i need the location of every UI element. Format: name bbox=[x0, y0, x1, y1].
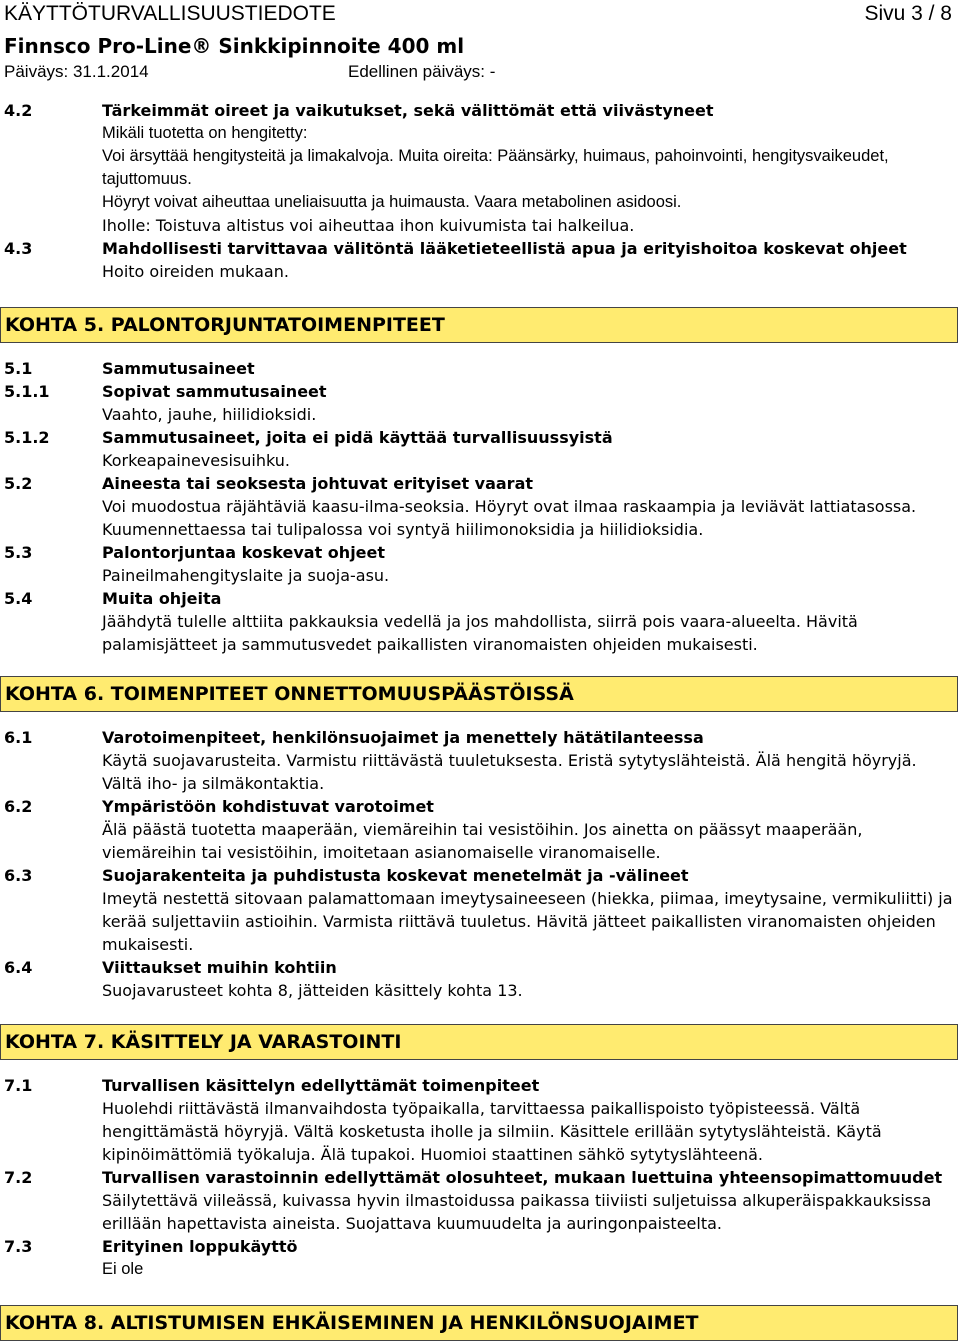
subsection-number: 7.3 bbox=[4, 1237, 33, 1256]
subsection-number: 6.1 bbox=[4, 728, 33, 747]
paragraph: Vaahto, jauhe, hiilidioksidi. bbox=[102, 405, 317, 424]
subsection-number: 5.4 bbox=[4, 589, 33, 608]
subsection-title: Sammutusaineet, joita ei pidä käyttää turvallisuussyistä bbox=[102, 428, 613, 447]
product-name: Finnsco Pro-Line® Sinkkipinnoite 400 ml bbox=[4, 34, 465, 58]
subsection-title: Muita ohjeita bbox=[102, 589, 222, 608]
paragraph: Paineilmahengityslaite ja suoja-asu. bbox=[102, 566, 390, 585]
subsection-title: Varotoimenpiteet, henkilönsuojaimet ja menettely hätätilanteessa bbox=[102, 728, 704, 747]
paragraph: Imeytä nestettä sitovaan palamattomaan imeytysaineeseen (hiekka, piimaa, imeytysaine, vermikuliitti) ja kerää suljettaviin astioihin. Varmista riittävä tuuletus. Hävitä jätteet paikallisten viranomaisten ohjeiden mukaisesti. bbox=[102, 889, 953, 954]
subsection-number: 6.3 bbox=[4, 866, 33, 885]
paragraph: Voi muodostua räjähtäviä kaasu-ilma-seoksia. Höyryt ovat ilmaa raskaampia ja leviävät lattiatasossa. bbox=[102, 497, 917, 516]
subsection-title: Suojarakenteita ja puhdistusta koskevat menetelmät ja -välineet bbox=[102, 866, 689, 885]
subsection-number: 4.2 bbox=[4, 101, 33, 120]
subsection-5-1-2 bbox=[4, 426, 958, 472]
subsection-number: 7.1 bbox=[4, 1076, 33, 1095]
subsection-title: Mahdollisesti tarvittavaa välitöntä lääketieteellistä apua ja erityishoitoa koskevat ohjeet bbox=[102, 239, 907, 258]
paragraph: Säilytettävä viileässä, kuivassa hyvin ilmastoidussa paikassa tiiviisti suljetuissa alkuperäispakkauksissa erillään hapettavista aineista. Suojattava kuumuudelta ja auringonpaisteelta. bbox=[102, 1191, 932, 1233]
subsection-7-3 bbox=[4, 1235, 958, 1281]
subsection-4-3 bbox=[4, 237, 958, 283]
subsection-6-1 bbox=[4, 726, 958, 795]
paragraph: Voi ärsyttää hengitysteitä ja limakalvoja. Muita oireita: Päänsärky, huimaus, pahoinvointi, hengitysvaikeudet, tajuttomuus. bbox=[102, 147, 889, 188]
paragraph: Hoito oireiden mukaan. bbox=[102, 262, 289, 281]
subsection-title: Ympäristöön kohdistuvat varotoimet bbox=[102, 797, 434, 816]
paragraph: Huolehdi riittävästä ilmanvaihdosta työpaikalla, tarvittaessa paikallispoisto työpisteessä. Vältä hengittämästä höyryjä. Vältä kosketusta iholle ja silmiin. Käsittele erillään sytytyslähteistä. Käytä kipinöimättömiä työkaluja. Älä tupakoi. Huomioi staattinen sähkö sytytyslähteenä. bbox=[102, 1099, 882, 1164]
subsection-number: 5.1.2 bbox=[4, 428, 50, 447]
subsection-title: Sammutusaineet bbox=[102, 359, 255, 378]
subsection-number: 5.1.1 bbox=[4, 382, 50, 401]
subsection-number: 6.4 bbox=[4, 958, 33, 977]
subsection-number: 4.3 bbox=[4, 239, 33, 258]
paragraph: Jäähdytä tulelle alttiita pakkauksia vedellä ja jos mahdollista, siirrä pois vaara-alueelta. Hävitä palamisjätteet ja sammutusvedet paikallisten viranomaisten ohjeiden mukaisesti. bbox=[102, 612, 858, 654]
paragraph: Iholle: Toistuva altistus voi aiheuttaa ihon kuivumista tai halkeilua. bbox=[102, 216, 635, 235]
subsection-5-1 bbox=[4, 357, 958, 380]
subsection-number: 5.1 bbox=[4, 359, 33, 378]
section-heading-7: KOHTA 7. KÄSITTELY JA VARASTOINTI bbox=[0, 1024, 958, 1060]
paragraph: Käytä suojavarusteita. Varmistu riittävästä tuuletuksesta. Eristä sytytyslähteistä. Älä hengitä höyryjä. Vältä iho- ja silmäkontaktia. bbox=[102, 751, 917, 793]
document-title: KÄYTTÖTURVALLISUUSTIEDOTE bbox=[4, 2, 336, 25]
subsection-5-4 bbox=[4, 587, 958, 656]
paragraph: Höyryt voivat aiheuttaa uneliaisuutta ja huimausta. Vaara metabolinen asidoosi. bbox=[102, 193, 682, 211]
paragraph: Älä päästä tuotetta maaperään, viemäreihin tai vesistöihin. Jos ainetta on päässyt maaperään, viemäreihin tai vesistöihin, imoitetaan asianomaiselle viranomaiselle. bbox=[102, 820, 863, 862]
subsection-number: 5.2 bbox=[4, 474, 33, 493]
subsection-title: Erityinen loppukäyttö bbox=[102, 1237, 298, 1256]
subsection-6-4 bbox=[4, 956, 958, 1002]
subsection-title: Turvallisen käsittelyn edellyttämät toimenpiteet bbox=[102, 1076, 540, 1095]
subsection-title: Turvallisen varastoinnin edellyttämät olosuhteet, mukaan luettuina yhteensopimattomuudet bbox=[102, 1168, 943, 1187]
subsection-title: Viittaukset muihin kohtiin bbox=[102, 958, 337, 977]
subsection-title: Tärkeimmät oireet ja vaikutukset, sekä välittömät että viivästyneet bbox=[102, 101, 714, 120]
section-heading-6: KOHTA 6. TOIMENPITEET ONNETTOMUUSPÄÄSTÖISSÄ bbox=[0, 676, 958, 712]
subsection-title: Aineesta tai seoksesta johtuvat erityiset vaarat bbox=[102, 474, 534, 493]
page-number: Sivu 3 / 8 bbox=[864, 2, 952, 25]
issue-date: Päiväys: 31.1.2014 bbox=[4, 62, 149, 81]
section-heading-5: KOHTA 5. PALONTORJUNTATOIMENPITEET bbox=[0, 307, 958, 343]
subsection-7-2 bbox=[4, 1166, 958, 1235]
subsection-5-1-1 bbox=[4, 380, 958, 426]
subsection-number: 6.2 bbox=[4, 797, 33, 816]
document-body bbox=[4, 99, 958, 1341]
paragraph: Kuumennettaessa tai tulipalossa voi syntyä hiilimonoksidia ja hiilidioksidia. bbox=[102, 520, 704, 539]
subsection-5-3 bbox=[4, 541, 958, 587]
subsection-6-2 bbox=[4, 795, 958, 864]
paragraph: Ei ole bbox=[102, 1260, 144, 1278]
paragraph: Mikäli tuotetta on hengitetty: bbox=[102, 124, 308, 142]
subsection-7-1 bbox=[4, 1074, 958, 1166]
previous-date: Edellinen päiväys: - bbox=[348, 62, 496, 81]
subsection-4-2 bbox=[4, 99, 958, 237]
subsection-title: Palontorjuntaa koskevat ohjeet bbox=[102, 543, 386, 562]
subsection-5-2 bbox=[4, 472, 958, 541]
section-heading-8: KOHTA 8. ALTISTUMISEN EHKÄISEMINEN JA HENKILÖNSUOJAIMET bbox=[0, 1305, 958, 1341]
subsection-6-3 bbox=[4, 864, 958, 956]
subsection-number: 5.3 bbox=[4, 543, 33, 562]
subsection-title: Sopivat sammutusaineet bbox=[102, 382, 327, 401]
subsection-number: 7.2 bbox=[4, 1168, 33, 1187]
paragraph: Korkeapainevesisuihku. bbox=[102, 451, 290, 470]
paragraph: Suojavarusteet kohta 8, jätteiden käsittely kohta 13. bbox=[102, 981, 523, 1000]
